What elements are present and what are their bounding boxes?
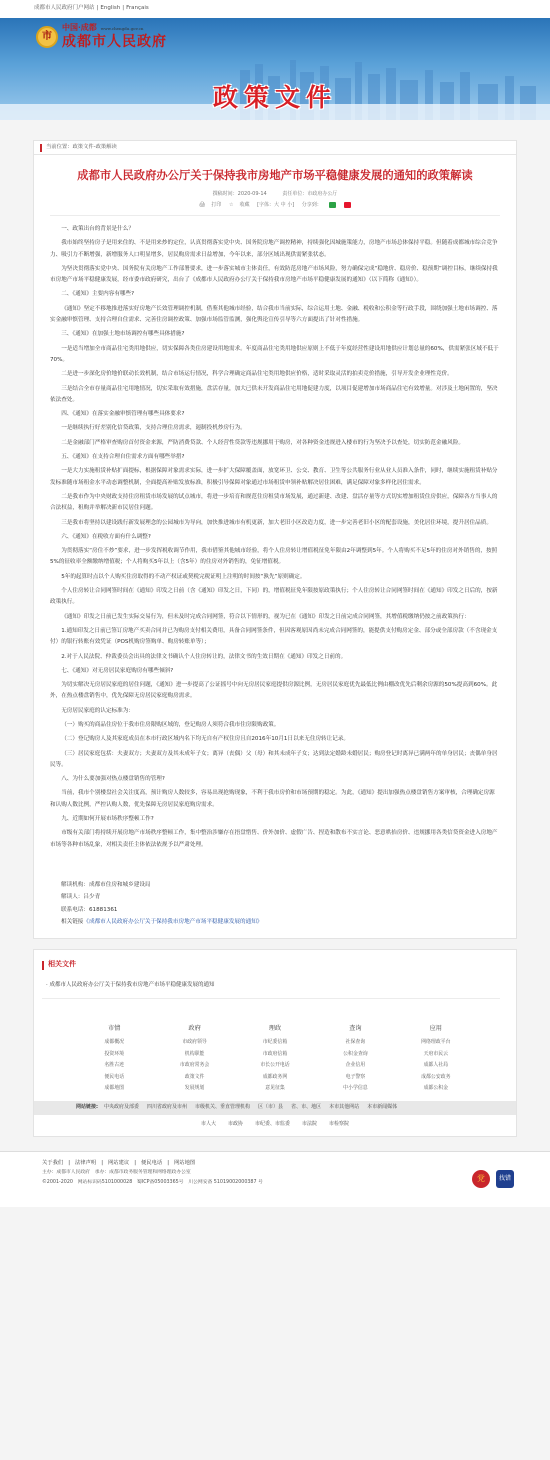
article-paragraph: 四、《通知》在落实金融审慎管理有哪些具体要求? [61, 411, 185, 418]
separator: | [134, 1159, 136, 1166]
site-link-dropdown[interactable]: 四川省政府及市州 [147, 1104, 188, 1111]
article-paragraph: 一是适当增加全市商品住宅类用地供应，切实保障各类住房建设用地需求。年度商品住宅类用地供应原则上不低于年度经营性建设用地供应计划总量的60%，供需紧张区域不低于70%。 [50, 345, 499, 363]
footer-nav-link[interactable]: 便民电话 [104, 1073, 124, 1080]
site-link[interactable]: 市人大 [200, 1120, 216, 1127]
site-banner [0, 18, 550, 120]
report-error-icon[interactable]: 找错 [496, 1170, 514, 1188]
article-info [50, 879, 500, 928]
article-meta [50, 191, 500, 198]
article-paragraph: 当前，我市个别楼盘社会关注度高，预计购房人数较多，容易出现抢购现象，不利于我市房价和市场预期的稳定。为此，《通知》提出加强热点楼盘销售方案审核，合理确定房源和认购人数比例，严控认购人数，优先保障无房居民家庭购房需求。 [50, 790, 495, 808]
footer-nav-link[interactable]: 成都概况 [104, 1039, 124, 1046]
site-links-label: 网站链接: [76, 1104, 98, 1111]
article-unit: 责任单位：市政府办公厅 [282, 190, 338, 197]
print-button[interactable]: 打印 [211, 202, 222, 208]
related-document-link[interactable]: · 成都市人民政府办公厅关于保持我市房地产市场平稳健康发展的通知 [42, 982, 500, 999]
gov-portal-link[interactable]: 成都市人民政府门户网站 [34, 5, 95, 12]
breadcrumb-label: 当前位置： [46, 143, 73, 150]
contact-phone: 联系电话：61881361 [61, 906, 118, 913]
separator: | [96, 5, 99, 12]
article-body [50, 224, 500, 851]
related-marker [42, 961, 44, 970]
site-logo[interactable] [36, 22, 167, 53]
article-paragraph: 无房居民家庭的认定标准为： [61, 707, 134, 714]
footer-nav-column [154, 1025, 234, 1095]
separator: | [101, 1159, 103, 1166]
footer-nav-link[interactable]: 市长公开电话 [260, 1062, 290, 1069]
footer-nav-link[interactable]: 成都公积金 [423, 1085, 449, 1092]
font-size-control[interactable]: [字体：大 中 小] [257, 202, 295, 208]
site-link[interactable]: 市政协 [227, 1120, 243, 1127]
weibo-share-icon[interactable] [344, 202, 351, 208]
article-paragraph: 1.通知印发之日前已签订房地产买卖合同并已为购房支付相关费用，具备合同网签条件，但因客观原因尚未完成合同网签的，能提供支付购房定金、部分或全部房款（不含现金支付）的银行转账有效凭证（POS机购房签购单、购房转账单等）； [50, 627, 498, 646]
footer-nav-heading: 应用 [429, 1024, 442, 1032]
footer-nav-link[interactable]: 投资环境 [104, 1050, 124, 1057]
article-paragraph: （二）登记购房人及其家庭成员在本市行政区域内名下均无自有产权住房且自2016年10月1日以来无住房转让记录。 [61, 736, 350, 743]
article-paragraph: 二是进一步深化房价地价联动长效机制，结合市场运行情况，科学合理确定商品住宅类用地供应价格，适时采取灵活的拍卖竞价措施，引导开发企业理性竞价。 [61, 371, 453, 378]
footer-nav-column [235, 1025, 315, 1095]
footer-nav-link[interactable]: 机构职能 [184, 1050, 205, 1057]
related-section [33, 949, 517, 1137]
footer-nav-column [315, 1025, 395, 1095]
article-paragraph: 5年的起算时点以个人购买住房取得的不动产权证或契税完税证明上注明的时间按“孰先”原则确定。 [61, 573, 306, 580]
article-paragraph: 《通知》印发之日前已发生实际交易行为，但未及时完成合同网签，符合以下情形的，视为已在《通知》印发之日前完成合同网签，其增值税缴纳仍按之前政策执行： [61, 613, 470, 620]
site-link-dropdown[interactable]: 区（市）县 [258, 1104, 284, 1111]
footer-nav-link[interactable]: 政策文件 [184, 1073, 205, 1080]
footer-nav-link[interactable]: 成都政务网 [262, 1073, 288, 1080]
article-paragraph: （三）居民家庭包括：夫妻双方；夫妻双方及其未成年子女；离异（丧偶）父（母）和其未成年子女；达到法定婚龄未婚居民；购房登记时离异已满两年的单身居民；丧偶单身居民等。 [50, 750, 498, 768]
article-tools [50, 202, 500, 217]
article-paragraph: 三是结合全市存量商品住宅用地情况，切实采取有效措施，盘活存量，加大已供未开发商品住宅用地促建力度，以项目促建增加市场商品住宅有效增量。对涉及土地闲置的，坚决依法查处。 [50, 385, 498, 403]
site-link-dropdown[interactable]: 市级机关、垂直管理机构 [195, 1104, 251, 1111]
footer-nav-link[interactable]: 电子警察 [345, 1073, 366, 1080]
site-links [34, 1101, 516, 1115]
french-link[interactable]: Français [126, 5, 149, 12]
site-link[interactable]: 市法院 [302, 1120, 318, 1127]
footer-nav-heading: 政府 [188, 1024, 201, 1032]
logo-subtitle: 中国·成都 [62, 22, 97, 32]
footer-nav-heading: 市情 [108, 1024, 121, 1032]
section-title: 政策文件 [212, 83, 337, 112]
article-paragraph: 二、《通知》主要内容有哪些? [61, 291, 135, 298]
article-paragraph: 七、《通知》对无房居民家庭购房有哪些倾斜? [61, 667, 174, 674]
related-link-label: 相关链接 [61, 918, 84, 925]
related-link[interactable]: 《成都市人民政府办公厅关于保持我市房地产市场平稳健康发展的通知》 [83, 918, 263, 925]
article [34, 155, 516, 938]
article-date: 撰稿时间：2020-09-14 [212, 190, 267, 197]
main-content [33, 140, 517, 939]
logo-title: 成都市人民政府 [62, 34, 167, 51]
article-paragraph: 我市始终坚持房子是用来住的、不是用来炒的定位，认真贯彻落实党中央、国务院房地产调控精神，持续强化因城施策能力，房地产市场总体保持平稳。但随着成都城市综合竞争力、吸引力不断增强，新增服务人口明显增多，居民购房需求日益增加，今年以来，部分区域出现供需紧张状态。 [50, 240, 498, 258]
separator: | [122, 5, 125, 12]
footer-nav-link[interactable]: 成都地图 [104, 1085, 124, 1092]
article-paragraph: 为贯彻落实“房住不炒”要求，进一步发挥税收调节作用，我市借鉴其他城市经验，将个人住房转让增值税征免年限由2年调整到5年。个人将购买不足5年的住房对外销售的，按照5%的征收率全额缴纳增值税；个人将购买5年以上（含5年）的住房对外销售的，免征增值税。 [50, 548, 498, 566]
footer-nav-link[interactable]: 社保查询 [345, 1039, 366, 1046]
logo-url: www.chengdu.gov.cn [100, 26, 144, 31]
favorite-button[interactable]: 收藏 [239, 202, 250, 208]
article-paragraph: 五、《通知》在支持合理自住需求方面有哪些举措? [61, 454, 185, 461]
page-footer [0, 1151, 550, 1207]
footer-link[interactable]: 法律声明 [75, 1159, 97, 1166]
footer-nav-link[interactable]: 意见征集 [265, 1085, 285, 1092]
footer-nav-link[interactable]: 名胜古迹 [104, 1062, 124, 1069]
government-seal-icon: 市 [36, 26, 58, 48]
article-paragraph: 二是金融部门严格审查购房首付资金来源，严防消费贷款、个人经营性贷款等违规挪用于购房，对各种资金违规进入楼市的行为坚决予以查处，切实防范金融风险。 [61, 439, 464, 446]
site-link-dropdown[interactable]: 本市新闻媒体 [367, 1104, 398, 1111]
article-paragraph: 一是继续执行好差别化信贷政策，支持合理住房需求，遏制投机炒房行为。 [61, 425, 246, 432]
footer-nav-heading: 查询 [349, 1024, 362, 1032]
site-link[interactable]: 市检察院 [329, 1120, 350, 1127]
site-link-dropdown[interactable]: 中央政府及部委 [104, 1104, 140, 1111]
footer-link[interactable]: 网站建议 [108, 1159, 130, 1166]
party-badge-icon[interactable]: 党 [472, 1170, 490, 1188]
article-paragraph: 市级有关部门将持续开展房地产市场秩序整顿工作，集中整治涉嫌存在捂盘惜售、价外加价、虚假广告、捏造和散布不实言论、恶意哄抬房价、违规挪用各类信贷资金进入房地产市场等各种市场乱象，对相关责任主体依法依规予以严肃处理。 [50, 830, 498, 848]
breadcrumb [34, 141, 516, 155]
site-link-dropdown[interactable]: 本市其他网站 [329, 1104, 360, 1111]
printer-icon[interactable]: 🖨 [199, 202, 206, 208]
article-paragraph: 2.对于人民法院、仲裁委员会出具的法律文书确认个人住房转让的，法律文书的生效日期在《通知》印发之日前的。 [61, 653, 347, 660]
footer-link[interactable]: 便民电话 [141, 1159, 163, 1166]
footer-nav-link[interactable]: 天府市民云 [423, 1050, 449, 1057]
footer-nav-link[interactable]: 市纪委信箱 [262, 1039, 288, 1046]
site-links-row2 [34, 1121, 516, 1128]
article-paragraph: 九、近期如何开展市场秩序整顿工作? [61, 816, 154, 823]
share-label: 分享到： [301, 202, 322, 208]
footer-nav-link[interactable]: 成都人社局 [423, 1062, 449, 1069]
footer-link[interactable]: 关于我们 [42, 1159, 64, 1166]
footer-copyright: ©2001-2020 网站标识码5101000028 蜀ICP备05003365号 川公网安备 51019002000387 号 [42, 1179, 263, 1185]
article-paragraph: 三、《通知》在加强土地市场调控有哪些具体措施? [61, 331, 185, 338]
footer-nav [34, 1013, 516, 1101]
site-link[interactable]: 市纪委、市监委 [254, 1120, 290, 1127]
wechat-share-icon[interactable] [329, 202, 336, 208]
footer-nav-link[interactable]: 市政府领导 [182, 1039, 207, 1046]
article-paragraph: 二是我市作为中央财政支持住房租赁市场发展的试点城市，将进一步培育和规范住房租赁市场发展，通过新建、改建、盘活存量等方式切实增加租赁住房供应，保障各方当事人的合法权益，租购并举解决新市民居住问题。 [50, 493, 498, 512]
article-paragraph: 一是大力实施租赁补贴扩面提标，根据保障对象需求实际，进一步扩大保障覆盖面，放宽环卫、公交、教育、卫生等公共服务行业从业人员准入条件，同时，继续实施租赁补贴分发标准随市场租金水平动态调整机制，全面提高补贴发放标准，积极引导保障对象通过市场租赁申领补贴解决居住困难，满足保障对象多样化居住需求。 [50, 468, 498, 486]
footer-link[interactable]: 网站地图 [174, 1159, 196, 1166]
breadcrumb-marker [40, 144, 42, 152]
footer-host: 主办：成都市人民政府 承办：成都市政务服务管理和网络理政办公室 [42, 1170, 191, 1176]
footer-nav-link[interactable]: 网络理政平台 [421, 1039, 451, 1046]
article-paragraph: 为切实解决无房居民家庭的居住问题，《通知》进一步提高了公证摇号中向无房居民家庭提供房源比例，无房居民家庭优先最低比例由棚改优先后剩余房源的50%提高到60%。此外，在热点楼盘销售中，优先保障无房居民家庭购房需求。 [50, 682, 498, 700]
footer-nav-link[interactable]: 市政府信箱 [262, 1050, 288, 1057]
article-paragraph: 三是我市将坚持以建设践行新发展理念的公园城市为导向，加快推进城市有机更新，加大老旧小区改造力度，进一步完善老旧小区的配套设施，美化居住环境，提升居住品质。 [61, 519, 492, 526]
breadcrumb-path[interactable]: 政策文件-政策解读 [72, 143, 117, 150]
footer-links [42, 1160, 508, 1167]
article-paragraph: 为坚决贯彻落实党中央、国务院有关房地产工作部署要求，进一步落实城市主体责任，有效防范房地产市场风险，努力确保完成“稳地价、稳房价、稳预期”调控目标，继续保持我市房地产市场平稳健康发展，经市委市政府研究，出台了《成都市人民政府办公厅关于保持我市房地产市场平稳健康发展的通知》（以下简称《通知》）。 [50, 265, 498, 284]
footer-nav-link[interactable]: 发展规划 [184, 1085, 205, 1092]
footer-nav-heading: 理政 [268, 1024, 282, 1032]
article-title: 成都市人民政府办公厅关于保持我市房地产市场平稳健康发展的通知的政策解读 [77, 169, 473, 182]
article-paragraph: 个人住房转让合同网签时间在《通知》印发之日前（含《通知》印发之日，下同）的，增值税征免年限按原政策执行；个人住房转让合同网签时间在《通知》印发之日后的，按新政策执行。 [50, 588, 498, 606]
footer-nav-link[interactable]: 公积金查询 [343, 1050, 368, 1057]
footer-nav-link[interactable]: 成都公安政务 [421, 1073, 451, 1080]
english-link[interactable]: English [100, 5, 121, 12]
top-bar [0, 0, 550, 18]
article-paragraph: 《通知》坚定不移地推进落实好房地产长效管理调控机制，借鉴其他城市经验，结合我市当前实际，综合运用土地、金融、税收和公积金等行政手段，围绕加强土地市场调控、落实金融审慎管理、支持合理自住需求、完善住房调控政策、加强市场监管监测，强化舆论宣传引导等六方面提出了针对性措施。 [50, 305, 498, 324]
footer-nav-link[interactable]: 企业信用 [345, 1062, 366, 1069]
article-paragraph: 八、为什么要加强对热点楼盘销售的管理? [61, 776, 165, 783]
separator: | [68, 1159, 70, 1166]
footer-nav-column [396, 1025, 476, 1095]
related-heading: 相关文件 [48, 960, 76, 969]
interpreter: 解读人：吕少青 [61, 894, 101, 901]
site-link-dropdown[interactable]: 省、市、地区 [291, 1104, 322, 1111]
interpret-unit: 解读机构：成都市住房和城乡建设局 [61, 881, 151, 888]
footer-nav-link[interactable]: 中小学信息 [343, 1085, 368, 1092]
star-icon[interactable]: ☆ [228, 202, 234, 208]
footer-nav-column [74, 1025, 154, 1095]
footer-nav-link[interactable]: 市政府常务会 [179, 1062, 210, 1069]
article-paragraph: 一、政策出台的背景是什么？ [61, 226, 134, 232]
separator: | [167, 1159, 169, 1166]
article-paragraph: （一）购买的商品住房位于我市住房限购区域的，登记购房人须符合我市住房限购政策。 [61, 721, 280, 728]
article-paragraph: 六、《通知》在税收方面有什么调整? [61, 533, 151, 540]
